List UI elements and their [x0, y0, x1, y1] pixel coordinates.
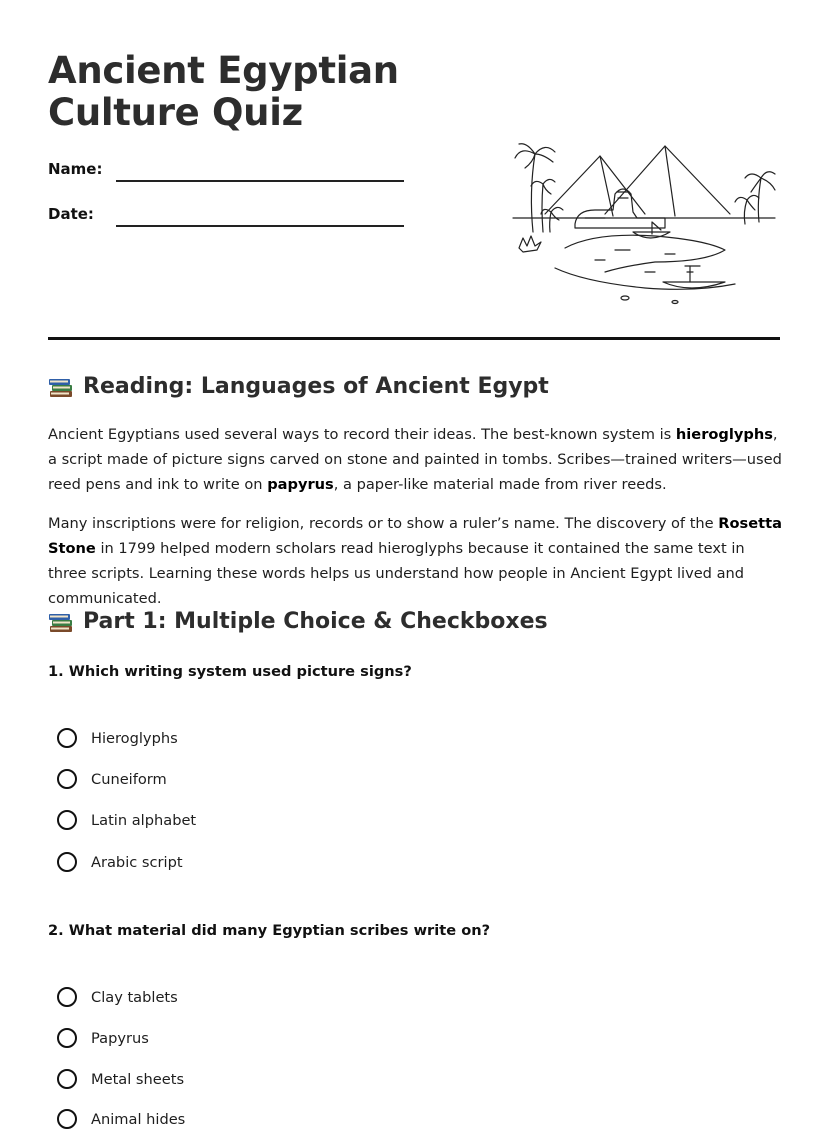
q2-option-clay-tablets[interactable] [57, 984, 178, 1010]
p1-text-a: Ancient Egyptians used several ways to record their ideas. The best-known system is [48, 426, 676, 443]
term-hieroglyphs: hieroglyphs [675, 426, 773, 443]
radio-button[interactable] [57, 1028, 77, 1048]
radio-button[interactable] [57, 1109, 77, 1129]
p2-text-a: Many inscriptions were for religion, records or to show a ruler’s name. The discovery of the [48, 515, 719, 532]
title-line-2: Culture Quiz [48, 91, 303, 134]
title-line-1: Ancient Egyptian [48, 49, 399, 92]
option-label: Metal sheets [91, 1070, 185, 1088]
radio-button[interactable] [57, 1069, 77, 1089]
option-label: Hieroglyphs [91, 729, 178, 747]
books-icon [48, 610, 74, 634]
term-papyrus: papyrus [267, 476, 334, 493]
option-label: Latin alphabet [91, 811, 197, 829]
option-label: Arabic script [91, 853, 183, 871]
radio-button[interactable] [57, 810, 77, 830]
q1-option-arabic-script[interactable] [57, 849, 183, 875]
q1-option-cuneiform[interactable] [57, 766, 167, 792]
q2-option-metal-sheets[interactable] [57, 1066, 184, 1092]
part1-heading [48, 609, 548, 634]
name-blank[interactable] [116, 180, 404, 182]
reading-heading [48, 374, 549, 399]
reading-paragraph-2 [48, 511, 783, 611]
option-label: Animal hides [91, 1110, 186, 1128]
q2-option-papyrus[interactable] [57, 1025, 149, 1051]
name-label: Name: [48, 160, 103, 178]
q2-option-animal-hides[interactable] [57, 1106, 185, 1132]
question-2: 2. What material did many Egyptian scribes write on? [48, 922, 491, 939]
p1-text-c: , a script made of picture signs carved on stone and painted in tombs. Scribes—trained writers—used reed pens and ink to write on [48, 426, 782, 493]
q1-option-hieroglyphs[interactable] [57, 725, 178, 751]
books-icon [48, 375, 74, 399]
p2-text-c: in 1799 helped modern scholars read hieroglyphs because it contained the same text in three scripts. Learning these words helps us understand how people in Ancient Egypt lived and communicated. [48, 540, 745, 607]
date-blank[interactable] [116, 225, 404, 227]
radio-button[interactable] [57, 769, 77, 789]
part1-heading-text: Part 1: Multiple Choice & Checkboxes [83, 609, 548, 634]
q1-option-latin-alphabet[interactable] [57, 807, 196, 833]
reading-heading-text: Reading: Languages of Ancient Egypt [83, 374, 549, 399]
radio-button[interactable] [57, 728, 77, 748]
radio-button[interactable] [57, 987, 77, 1007]
date-label: Date: [48, 205, 94, 223]
p1-text-e: , a paper-like material made from river reeds. [333, 476, 667, 493]
option-label: Papyrus [91, 1029, 149, 1047]
quiz-title [48, 50, 399, 134]
egypt-illustration [505, 132, 785, 312]
term-rosetta-stone: Rosetta Stone [48, 515, 782, 557]
option-label: Clay tablets [91, 988, 178, 1006]
radio-button[interactable] [57, 852, 77, 872]
header-divider [48, 337, 780, 340]
option-label: Cuneiform [91, 770, 167, 788]
question-1: 1. Which writing system used picture signs? [48, 663, 412, 680]
reading-paragraph-1 [48, 422, 783, 497]
